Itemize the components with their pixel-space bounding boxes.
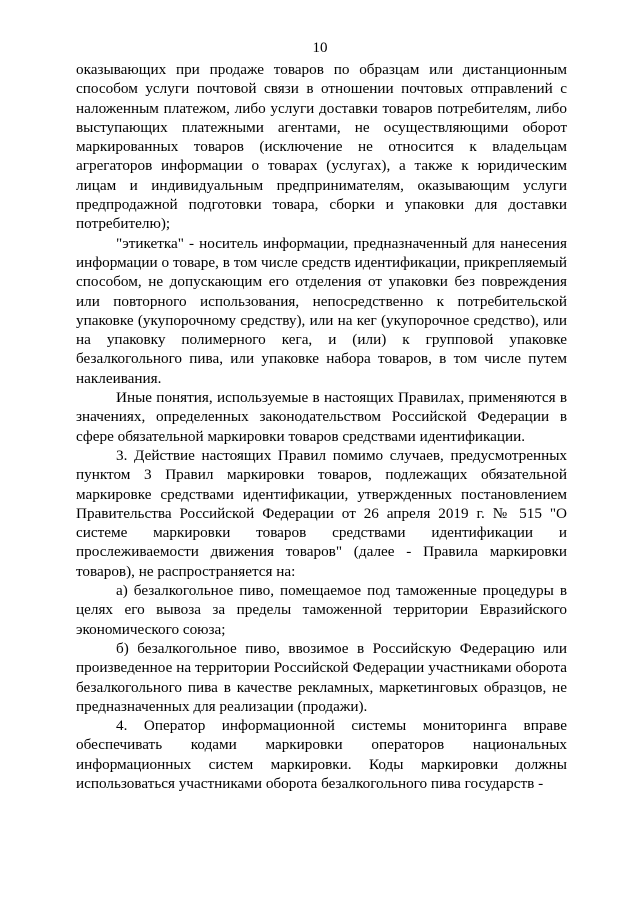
paragraph-clause-4: 4. Оператор информационной системы мониторинга вправе обеспечивать кодами маркировки операторов национальных информационных систем маркировки. Коды маркировки должны использоваться участниками оборота безалкогольного пива государств - <box>76 717 567 792</box>
paragraph-other-terms: Иные понятия, используемые в настоящих Правилах, применяются в значениях, определенных законодательством Российской Федерации в сфере обязательной маркировки товаров средствами идентификации. <box>76 389 567 445</box>
paragraph-clause-3b: б) безалкогольное пиво, ввозимое в Российскую Федерацию или произведенное на территории Российской Федерации участниками оборота безалкогольного пива в качестве рекламных, маркетинговых образцов, не предназначенных для реализации (продажи). <box>76 639 567 715</box>
paragraph-label-definition: "этикетка" - носитель информации, предназначенный для нанесения информации о товаре, в том числе средств идентификации, прикрепляемый способом, не допускающим его отделения от упаковки без повреждения или повторного использования, непосредственно к потребительской упаковке (укупорочному средству), или на кег (укупорочное средство), или на упаковку полимерного кега, и (или) к групповой упаковке безалкогольного пива, или упаковке набора товаров, в том числе путем наклеивания. <box>76 234 567 387</box>
page-number: 10 <box>312 40 328 56</box>
document-body <box>76 60 567 793</box>
paragraph-clause-3: 3. Действие настоящих Правил помимо случаев, предусмотренных пунктом 3 Правил маркировки товаров, подлежащих обязательной маркировке средствами идентификации, утвержденных постановлением Правительства Российской Федерации от 26 апреля 2019 г. № 515 "О системе маркировки товаров средствами идентификации и прослеживаемости движения товаров" (далее - Правила маркировки товаров), не распространяется на: <box>76 446 567 580</box>
paragraph-continuation: оказывающих при продаже товаров по образцам или дистанционным способом услуги почтовой связи в отношении почтовых отправлений с наложенным платежом, либо услуги доставки товаров потребителям, либо выступающих платежными агентами, не осуществляющими оборот маркированных товаров (исключение не относится к владельцам агрегаторов информации о товарах (услугах), а также к юридическим лицам и индивидуальным предпринимателям, оказывающим услуги предпродажной подготовки товара, сборки и упаковки для доставки потребителю); <box>76 61 567 233</box>
paragraph-clause-3a: а) безалкогольное пиво, помещаемое под таможенные процедуры в целях его вывоза за пределы таможенной территории Евразийского экономического союза; <box>76 582 567 638</box>
